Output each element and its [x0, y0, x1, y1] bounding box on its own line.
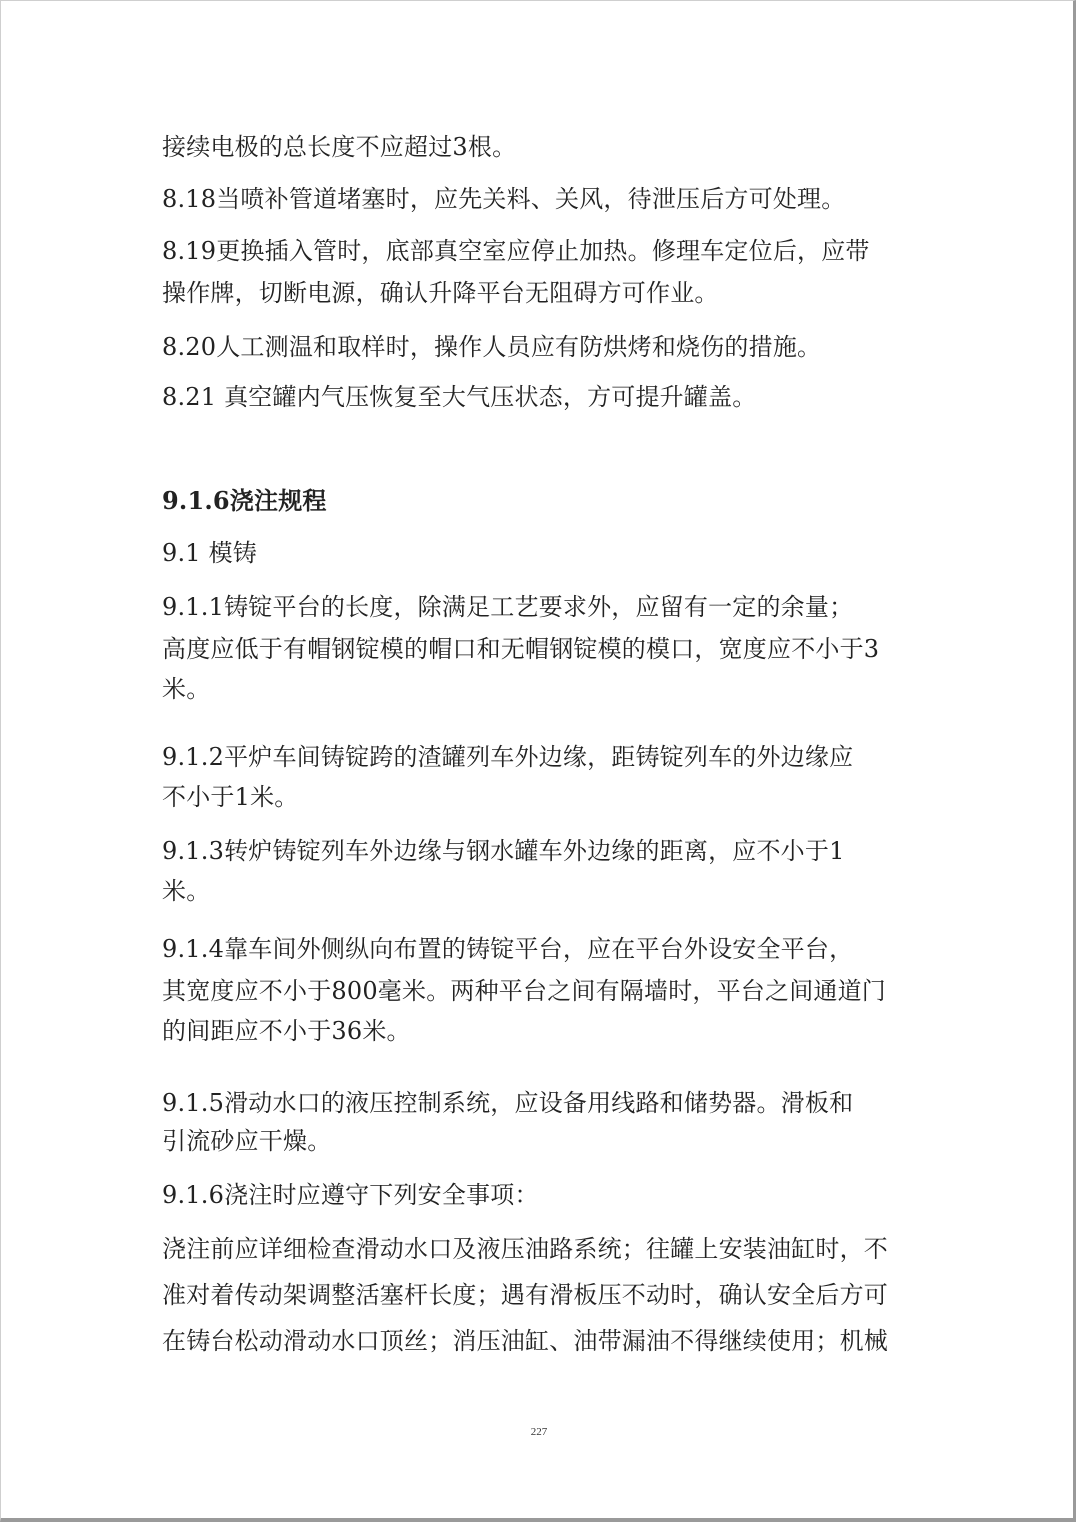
- text-line: 9.1.6浇注时应遵守下列安全事项：: [162, 1181, 539, 1209]
- text-line: 9.1.3转炉铸锭列车外边缘与钢水罐车外边缘的距离，应不小于1: [162, 837, 845, 865]
- text-line: 操作牌，切断电源，确认升降平台无阻碍方可作业。: [162, 279, 719, 307]
- text-line: 浇注前应详细检查滑动水口及液压油路系统；往罐上安装油缸时，不: [162, 1235, 888, 1263]
- text-line: 不小于1米。: [162, 783, 299, 811]
- section-heading: 9.1.6浇注规程: [162, 486, 327, 515]
- text-line: 9.1.1铸锭平台的长度，除满足工艺要求外，应留有一定的余量；: [162, 593, 854, 621]
- text-line: 米。: [162, 877, 211, 905]
- text-line: 引流砂应干燥。: [162, 1127, 332, 1155]
- text-line: 8.18当喷补管道堵塞时，应先关料、关风，待泄压后方可处理。: [162, 185, 846, 213]
- text-line: 的间距应不小于36米。: [162, 1017, 411, 1045]
- text-line: 8.20人工测温和取样时，操作人员应有防烘烤和烧伤的措施。: [162, 333, 822, 361]
- text-line: 准对着传动架调整活塞杆长度；遇有滑板压不动时，确认安全后方可: [162, 1281, 888, 1309]
- text-line: 米。: [162, 675, 211, 703]
- text-line: 9.1.4靠车间外侧纵向布置的铸锭平台，应在平台外设安全平台，: [162, 935, 854, 963]
- text-line: 高度应低于有帽钢锭模的帽口和无帽钢锭模的模口，宽度应不小于3: [162, 635, 880, 663]
- text-line: 8.21 真空罐内气压恢复至大气压状态，方可提升罐盖。: [162, 383, 757, 411]
- text-line: 其宽度应不小于800毫米。两种平台之间有隔墙时，平台之间通道门: [162, 977, 887, 1005]
- text-line: 接续电极的总长度不应超过3根。: [162, 133, 517, 161]
- text-line: 8.19更换插入管时，底部真空室应停止加热。修理车定位后，应带: [162, 237, 870, 265]
- text-line: 9.1.5滑动水口的液压控制系统，应设备用线路和储势器。滑板和: [162, 1089, 854, 1117]
- page-number: 227: [530, 1426, 548, 1438]
- text-line: 在铸台松动滑动水口顶丝；消压油缸、油带漏油不得继续使用；机械: [162, 1327, 888, 1355]
- text-line: 9.1.2平炉车间铸锭跨的渣罐列车外边缘，距铸锭列车的外边缘应: [162, 743, 854, 771]
- subsection-heading: 9.1 模铸: [162, 539, 257, 567]
